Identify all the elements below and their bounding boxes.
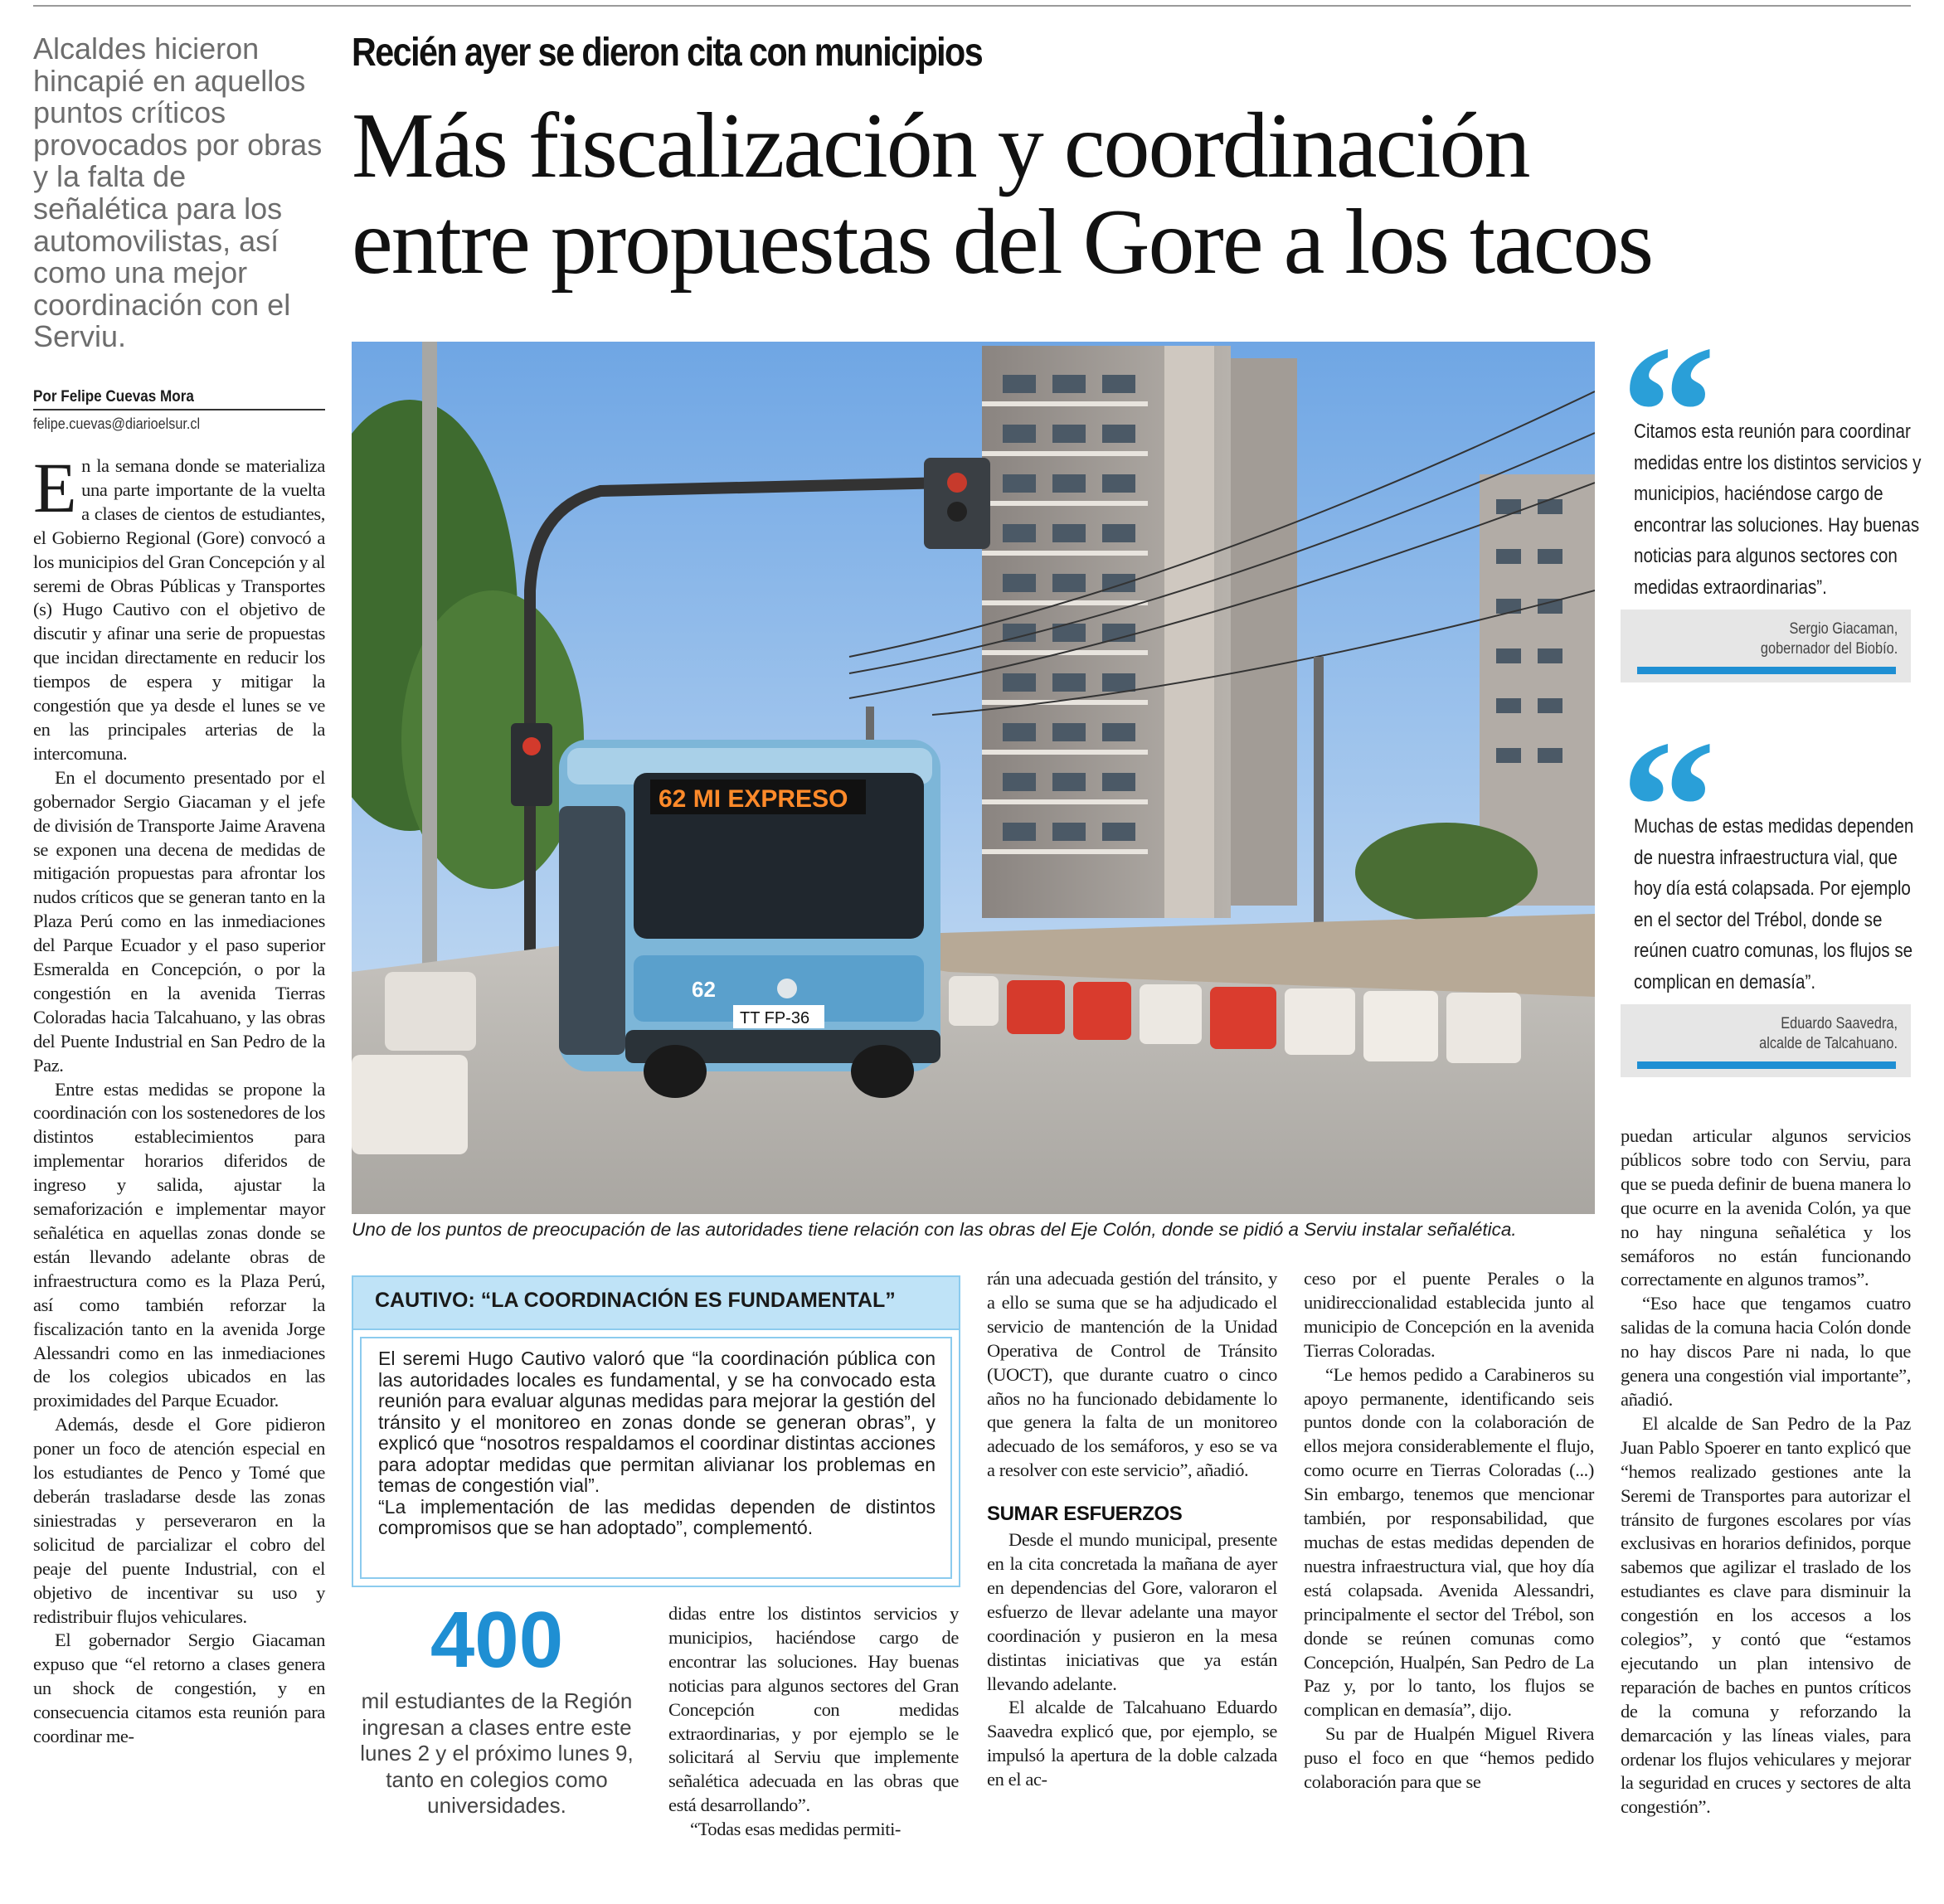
quote-attribution: Sergio Giacaman, gobernador del Biobío. [1760,620,1898,658]
quote-attribution-box [1621,1004,1911,1077]
byline-email: felipe.cuevas@diarioelsur.cl [33,415,201,432]
sidebar-box-body [362,1338,950,1539]
article-headline [352,95,1927,294]
byline-name: Por Felipe Cuevas Mora [33,388,194,406]
bus-destination-sign: 62 MI EXPRESO [659,785,848,813]
quote-text: Citamos esta reunión para coordinar medidas entre los distintos servicios y municipios, haciéndose cargo de encontrar las soluciones. Hay buenas noticias para algunos sectores con medidas extraordinarias”. [1634,420,1922,599]
article-photo [352,342,1595,1214]
paragraph: En la semana donde se materializa una parte importante de la vuelta a clases de cientos de estudiantes, el Gobierno Regional (Gore) convocó a los municipios del Gran Concepción y al seremi de Obras Públicas y Transportes (s) Hugo Cautivo con el objetivo de discutir y afinar una serie de propuestas que incidan directamente en reducir los tiempos de espera y mitigar la congestión que ya desde el lunes se ve en las principales arterias de la intercomuna. [33,448,325,764]
article-kicker: Recién ayer se dieron cita con municipios [352,31,983,75]
sidebar-box-header [353,1277,959,1330]
quote-attribution: Eduardo Saavedra, alcalde de Talcahuano. [1759,1015,1898,1052]
paragraph: didas entre los distintos servicios y municipios, haciéndose cargo de encontrar las soluciones. Hay buenas noticias para algunos sectores del Gran Concepción con medidas extraordinarias, y por ejemplo se le solicitará al Serviu que implemente señalética adecuada en las obras que está desarrollando”. [668,1603,959,1816]
byline [33,388,325,433]
paragraph: “Eso hace que tengamos cuatro salidas de la comuna hacia Colón donde no hay discos Pare ni nada, lo que genera una congestión vial importante”, añadió. [1621,1293,1911,1410]
paragraph: En el documento presentado por el gobernador Sergio Giacaman y el jefe de división de Transporte Jaime Aravena se exponen una decena de medidas de mitigación propuestas para afrontar los nudos críticos que se generan tanto en la Plaza Perú como en las inmediaciones del Parque Ecuador y el paso superior Esmeralda en Concepción, o por la congestión en la avenida Tierras Coloradas hacia Talcahuano, y las obras del Puente Industrial en San Pedro de la Paz. [33,766,325,1076]
paragraph: Entre estas medidas se propone la coordinación con los sostenedores de los distintos establecimientos para implementar horarios diferidos de ingreso y salida, ajustar la semaforización e implementar mayor señalética en aquellas zonas donde se están llevando adelante obras de infraestructura como es la Plaza Perú, así como también reforzar la fiscalización tanto en la avenida Jorge Alessandri como en las inmediaciones de los colegios ubicados en las proximidades del Parque Ecuador. [33,1078,325,1411]
column-2 [668,1602,959,1842]
paragraph: Su par de Hualpén Miguel Rivera puso el foco en que “hemos pedido colaboración para que se [1304,1723,1594,1793]
quote-text: Muchas de estas medidas dependen de nuestra infraestructura vial, que hoy día está colapsada. Por ejemplo en el sector del Trébol, donde se reúnen cuatro comunas, los flujos se complican en demasía”. [1634,815,1914,993]
bus [559,740,940,1098]
paragraph: “La implementación de las medidas dependen de distintos compromisos que se han adoptado”, complementó. [378,1495,936,1538]
quote-accent-bar [1637,667,1896,674]
paragraph: Además, desde el Gore pidieron poner un foco de atención especial en los estudiantes de Penco y Tomé que deberán trasladarse desde las zonas siniestradas y perseveraron en la solicitud de parcializar el cobro del peaje del puente Industrial, con el objetivo de incentivar su uso y redistribuir flujos vehiculares. [33,1414,325,1627]
paragraph: El seremi Hugo Cautivo valoró que “la coordinación pública con las autoridades locales es fundamental, y se ha convocado esta reunión para evaluar algunas medidas para mejorar la gestión del tránsito y el monitoreo en zonas donde se generan obras”, y explicó que “nosotros respaldamos el coordinar distintas acciones para adoptar medidas que permitan alivianar los problemas en temas de congestión vial”. [378,1348,936,1496]
bus-plate: TT FP-36 [740,1009,810,1027]
paragraph: rán una adecuada gestión del tránsito, y a ello se suma que se ha adjudicado el servicio de mantención de la Unidad Operativa de Control de Tránsito (UOCT), que durante cuatro o cinco años no ha funcionado debidamente lo que genera la falta de un monitoreo adecuado de los semáforos, y eso se va a resolver con este servicio”, añadió. [987,1268,1277,1481]
pole [1314,657,1324,930]
stat-number: 400 [430,1596,564,1684]
sidebar-box-inner [360,1337,952,1579]
headline-line-1: Más fiscalización y coordinación [352,95,1529,197]
quote-accent-bar [1637,1061,1896,1069]
column-5 [1621,1124,1911,1819]
paragraph: El alcalde de Talcahuano Eduardo Saavedra explicó que, por ejemplo, se impulsó la apertura de la doble calzada en el ac- [987,1697,1277,1790]
column-1 [33,448,325,1749]
photo-caption: Uno de los puntos de preocupación de las autoridades tiene relación con las obras del Eje Colón, donde se pidió a Serviu instalar señalética. [352,1219,1517,1240]
column-3 [987,1267,1277,1792]
paragraph: “Le hemos pedido a Carabineros su apoyo permanente, identificando seis puntos donde con la colaboración de ellos mejora considerablemente el flujo, como ocurre en Tierras Coloradas (...) Sin embargo, tenemos que mencionar también, por responsabilidad, que muchas de estas medidas dependen de nuestra infraestructura vial, que hoy día está colapsada. Avenida Alessandri, principalmente el sector del Trébol, son donde se reúnen comunas como Concepción, Hualpén, San Pedro de La Paz y, por lo tanto, los flujos se complican en demasía”, dijo. [1304,1363,1594,1721]
pull-quote-1 [1621,306,1922,682]
column-4 [1304,1267,1594,1795]
byline-rule [33,409,325,410]
paragraph: El gobernador Sergio Giacaman expuso que “el retorno a clases genera un shock de congestión, y en consecuencia citamos esta reunión para coordinar me- [33,1630,325,1747]
pull-quote-2 [1621,701,1914,1077]
paragraph: puedan articular algunos servicios públicos sobre todo con Serviu, para que se pueda definir de buena manera lo que ocurre en la avenida Colón, ya que no hay ninguna señalética y los semáforos no están funcionando correctamente en algunos tramos”. [1621,1125,1911,1290]
sidebar-box [352,1275,960,1587]
paragraph: El alcalde de San Pedro de la Paz Juan Pablo Spoerer en tanto explicó que “hemos realizado gestiones ante la Seremi de Transportes para autorizar el tránsito de furgones escolares por vías exclusivas en horarios definidos, porque sabemos que agilizar el traslado de los estudiantes es clave para disminuir la congestión en los accesos a los colegios”, y contó que “estamos ejecutando un plan intensivo de reparación de baches en puntos críticos de la comuna y reforzando la demarcación y las líneas viales, para ordenar los flujos vehiculares y mejorar la seguridad en cruces y sectores de alta congestión”. [1621,1412,1911,1818]
headline-line-2: entre propuestas del Gore a los tacos [352,191,1653,294]
quote-attribution-box [1621,610,1911,682]
paragraph: “Todas esas medidas permiti- [690,1819,902,1840]
top-rule [33,5,1911,7]
stat-text: mil estudiantes de la Región ingresan a clases entre este lunes 2 y el próximo lunes 9, tanto en colegios como universidades. [360,1688,634,1818]
paragraph: ceso por el puente Perales o la unidireccionalidad establecida junto al municipio de Concepción en la avenida Tierras Coloradas. [1304,1268,1594,1361]
bus-route-number: 62 [692,977,716,1002]
sidebar-box-title: CAUTIVO: “LA COORDINACIÓN ES FUNDAMENTAL” [375,1289,896,1312]
quote-mark-icon: “ [1621,701,1704,912]
drop-cap: E [33,448,77,527]
section-subhead: SUMAR ESFUERZOS [987,1503,1183,1526]
article-deck: Alcaldes hicieron hincapié en aquellos puntos críticos provocados por obras y la falta de señalética para los automovilistas, así como una mejor coordinación con el Serviu. [33,32,323,354]
quote-mark-icon: “ [1621,306,1704,517]
paragraph: Desde el mundo municipal, presente en la cita concretada la mañana de ayer en dependencias del Gore, valoraron el esfuerzo de llevar adelante una mayor coordinación y pusieron en la mesa distintas iniciativas que ya están llevando adelante. [987,1529,1277,1694]
